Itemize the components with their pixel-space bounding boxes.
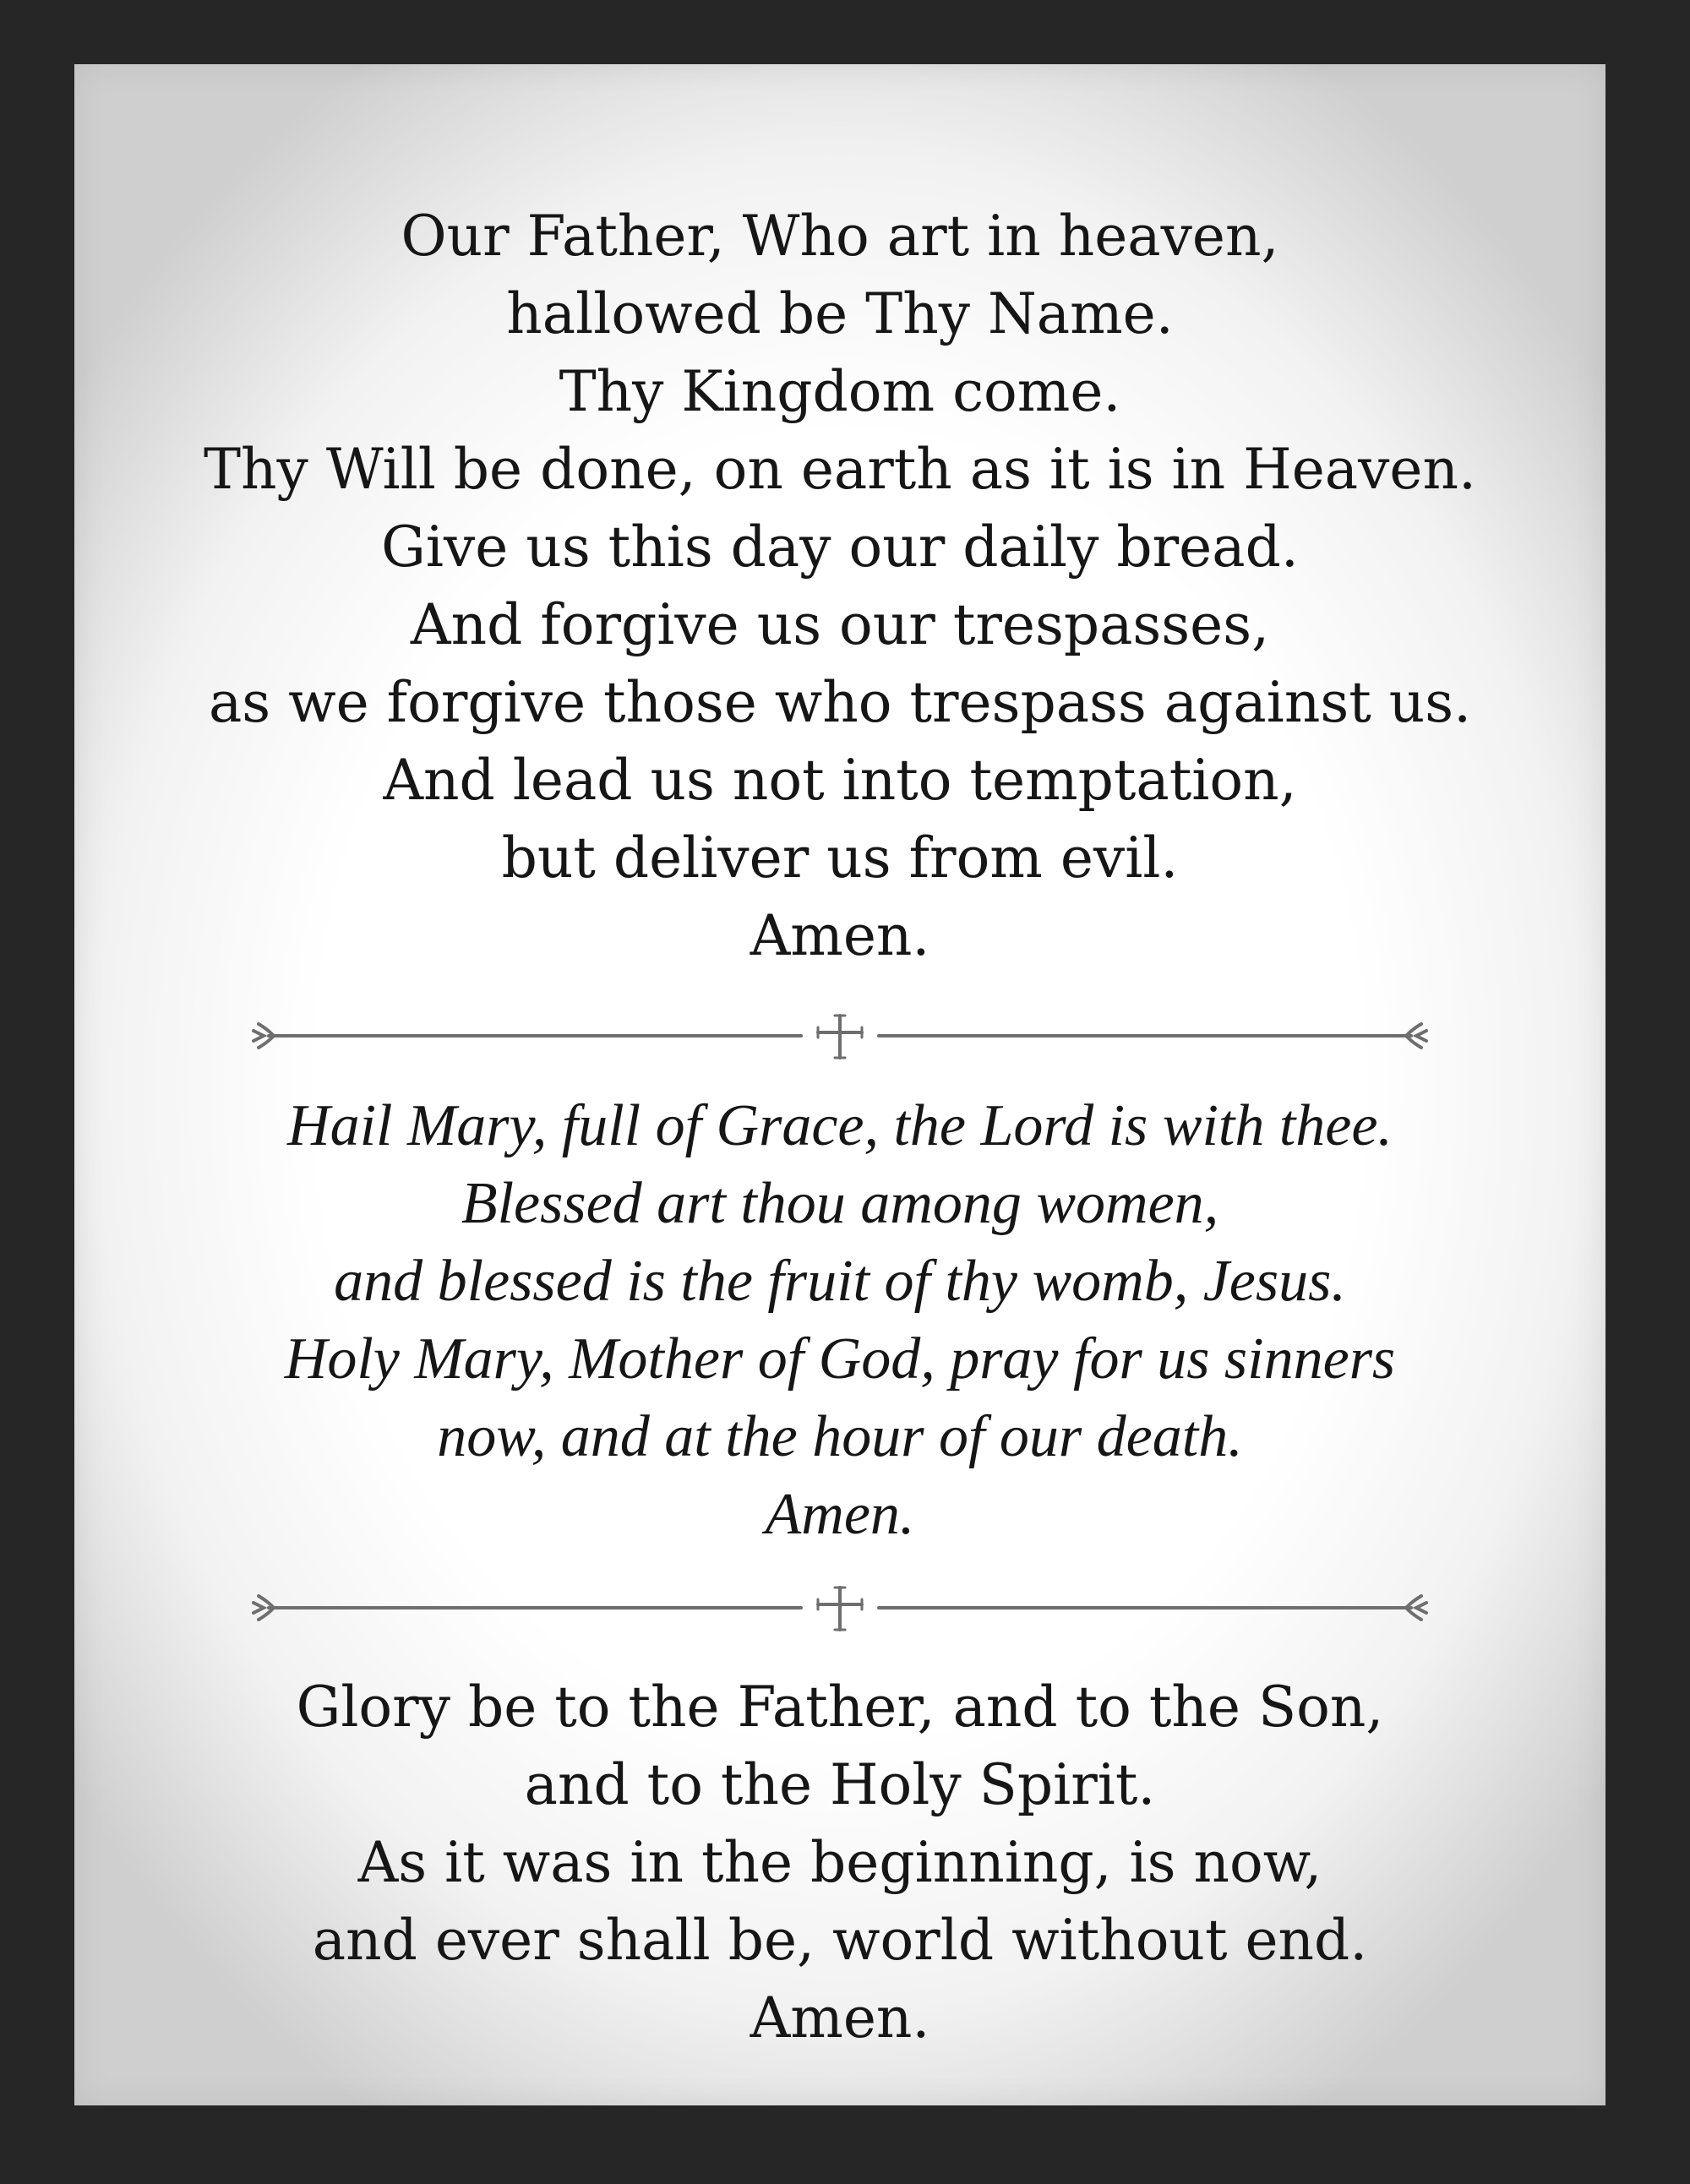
prayer-line: And forgive us our trespasses, — [410, 592, 1270, 657]
prayer-line: Glory be to the Father, and to the Son, — [296, 1675, 1384, 1740]
prayer-line: and to the Holy Spirit. — [524, 1752, 1156, 1817]
prayer-card — [74, 64, 1606, 2105]
cross-divider-icon — [252, 1010, 1428, 1061]
prayer-line: Thy Kingdom come. — [559, 359, 1121, 424]
prayer-line: Amen. — [750, 903, 930, 968]
prayer-line: but deliver us from evil. — [501, 825, 1179, 890]
prayer-line: Thy Will be done, on earth as it is in Heaven. — [204, 437, 1476, 502]
prayer-line: Give us this day our daily bread. — [381, 515, 1299, 580]
prayer-line: Amen. — [765, 1482, 915, 1547]
our-father-prayer — [74, 198, 1606, 975]
prayer-line: now, and at the hour of our death. — [437, 1404, 1243, 1469]
prayer-line: as we forgive those who trespass against us. — [208, 670, 1472, 735]
cross-divider — [252, 1010, 1428, 1061]
prayer-line: And lead us not into temptation, — [383, 748, 1297, 813]
glory-be-prayer — [74, 1669, 1606, 2057]
prayer-line: and ever shall be, world without end. — [312, 1908, 1368, 1973]
prayer-line: hallowed be Thy Name. — [506, 281, 1174, 346]
prayer-line: and blessed is the fruit of thy womb, Jesus. — [334, 1249, 1346, 1314]
prayer-line: Hail Mary, full of Grace, the Lord is with thee. — [287, 1093, 1393, 1158]
prayer-line: Our Father, Who art in heaven, — [401, 204, 1279, 269]
prayer-line: Holy Mary, Mother of God, pray for us sinners — [284, 1326, 1396, 1392]
cross-divider-icon — [252, 1582, 1428, 1633]
hail-mary-prayer — [74, 1087, 1606, 1554]
prayer-line: Blessed art thou among women, — [461, 1171, 1219, 1236]
prayer-line: As it was in the beginning, is now, — [357, 1830, 1322, 1895]
cross-divider — [252, 1582, 1428, 1633]
prayer-line: Amen. — [750, 1985, 930, 2051]
